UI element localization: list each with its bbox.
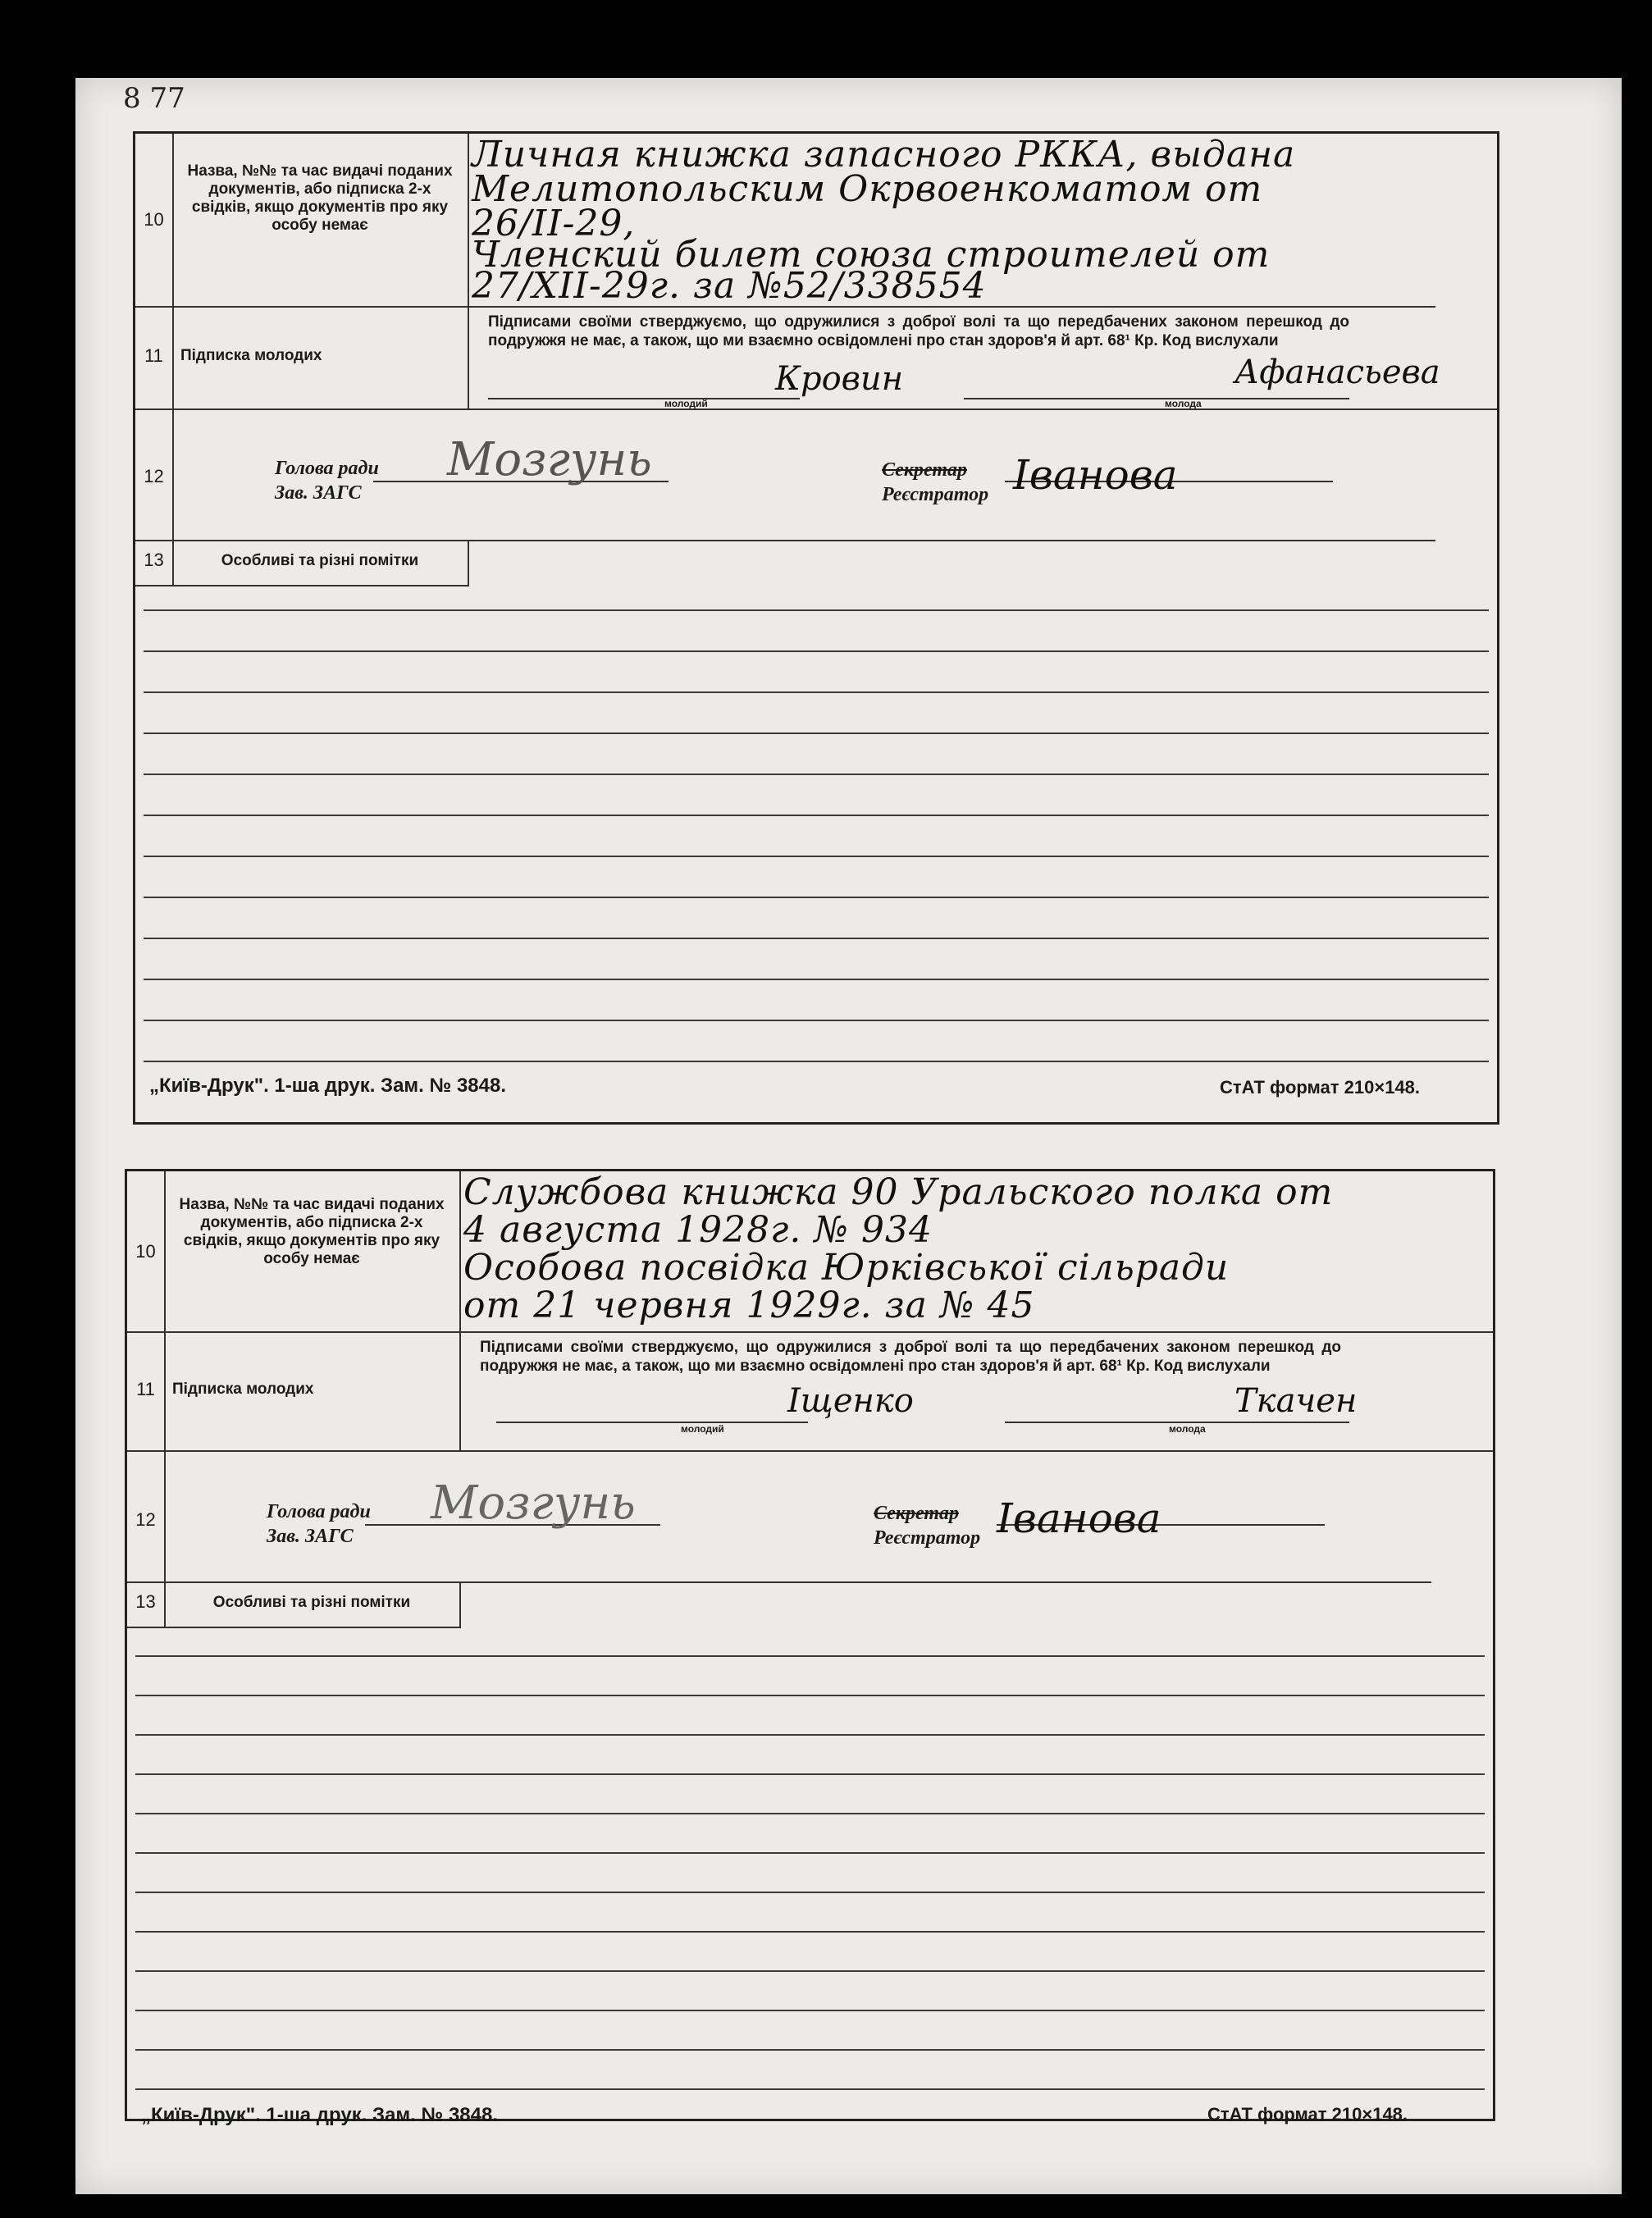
handwritten-line: Службова книжка 90 Уральского полка от [463, 1171, 1334, 1213]
printer-footer: „Київ-Друк". 1-ша друк. Зам. № 3848. [149, 1075, 506, 1097]
handwritten-line: от 21 червня 1929г. за № 45 [463, 1285, 1035, 1326]
row-number: 11 [144, 345, 163, 366]
form-2 [125, 1169, 1495, 2121]
column-divider [459, 1171, 461, 1331]
note-line [135, 2088, 1485, 2090]
head-label: Голова ради [275, 458, 379, 479]
note-line [135, 1695, 1485, 1696]
document-page [75, 78, 1622, 2194]
column-divider [172, 408, 174, 540]
column-divider [172, 134, 174, 306]
registrar-label: Реєстратор [882, 484, 989, 505]
column-divider [172, 306, 174, 408]
groom-caption: молодий [664, 398, 708, 409]
handwritten-line: Особова посвідка Юрківської сільради [463, 1247, 1230, 1289]
row-13-header [135, 540, 469, 586]
note-line [135, 2010, 1485, 2011]
note-line [135, 2049, 1485, 2051]
note-line [135, 1970, 1485, 1972]
note-line [144, 732, 1489, 734]
notes-label: Особливі та різні помітки [221, 552, 419, 569]
head-signature: Мозгунь [431, 1476, 636, 1530]
note-line [135, 1892, 1485, 1893]
column-divider [164, 1331, 166, 1450]
row-12 [135, 408, 1435, 541]
format-footer: СтАТ формат 210×148. [1207, 2104, 1408, 2124]
note-line [144, 650, 1489, 652]
signature-label: Підписка молодих [180, 347, 322, 364]
note-line [135, 1773, 1485, 1775]
row-number: 13 [144, 550, 164, 570]
signature-label: Підписка молодих [172, 1381, 314, 1398]
groom-caption: молодий [681, 1423, 724, 1435]
groom-signature: Іщенко [787, 1382, 914, 1420]
row-10 [127, 1171, 1493, 1333]
note-line [144, 609, 1489, 611]
signature-line [496, 1422, 808, 1423]
column-divider [468, 134, 469, 306]
row-number: 10 [135, 1241, 156, 1262]
handwritten-line: Личная книжка запасного РККА, выдана [472, 134, 1296, 176]
note-line [144, 1061, 1489, 1062]
form-1 [133, 131, 1499, 1125]
column-divider [164, 1581, 166, 1627]
column-divider [468, 306, 469, 408]
zags-label: Зав. ЗАГС [267, 1526, 354, 1547]
corner-mark: 8 77 [123, 82, 185, 115]
note-line [144, 856, 1489, 857]
bride-signature: Афанасьева [1234, 354, 1440, 391]
row-number: 11 [136, 1379, 155, 1399]
declaration-text: Підписами своїми стверджуємо, що одружилися з доброї волі та що передбачених законом перешкод до подружжя не має, а також, що ми взаємно освідомлені про стан здоров'я й арт. 68¹ Кр. Код вислухали [480, 1339, 1341, 1375]
zags-label: Зав. ЗАГС [275, 482, 362, 504]
row-number: 12 [144, 466, 164, 486]
secretary-label: Секретар [874, 1503, 959, 1524]
row-11 [127, 1331, 1493, 1452]
note-line [135, 1931, 1485, 1933]
bride-signature: Ткачен [1234, 1382, 1358, 1420]
column-divider [459, 1331, 461, 1450]
documents-label: Назва, №№ та час видачі поданих документів, або підписка 2-х свідків, якщо документів про яку особу немає [179, 1196, 445, 1267]
note-line [135, 1734, 1485, 1736]
head-signature: Мозгунь [447, 433, 652, 486]
signature-line [488, 398, 800, 399]
format-footer: СтАТ формат 210×148. [1220, 1077, 1421, 1098]
declaration-text: Підписами своїми стверджуємо, що одружилися з доброї волі та що передбачених законом перешкод до подружжя не має, а також, що ми взаємно освідомлені про стан здоров'я й арт. 68¹ Кр. Код вислухали [488, 313, 1349, 349]
handwritten-line: Мелитопольским Окрвоенкоматом от [472, 168, 1263, 210]
registrar-signature: Іванова [1013, 451, 1178, 499]
printer-footer: „Київ-Друк". 1-ша друк. Зам. № 3848. [141, 2104, 498, 2126]
column-divider [164, 1171, 166, 1331]
note-line [144, 897, 1489, 898]
bride-caption: молода [1165, 398, 1202, 409]
note-line [135, 1852, 1485, 1854]
row-12 [127, 1450, 1431, 1583]
documents-label: Назва, №№ та час видачі поданих документів, або підписка 2-х свідків, якщо документів про яку особу немає [187, 162, 453, 234]
row-number: 13 [135, 1591, 156, 1612]
signature-line [964, 398, 1349, 399]
note-line [135, 1813, 1485, 1814]
note-line [144, 691, 1489, 693]
row-10 [135, 134, 1435, 308]
registrar-signature: Іванова [997, 1495, 1161, 1542]
note-line [144, 815, 1489, 816]
note-line [144, 979, 1489, 980]
handwritten-line: Членский билет союза строителей от [472, 234, 1271, 276]
handwritten-line: 26/II-29, [472, 203, 636, 244]
row-11 [135, 306, 1497, 410]
groom-signature: Кровин [775, 360, 904, 398]
note-line [144, 1020, 1489, 1021]
row-number: 12 [135, 1509, 156, 1530]
registrar-label: Реєстратор [874, 1527, 981, 1549]
handwritten-line: 27/XII-29г. за №52/338554 [472, 265, 987, 307]
handwritten-line: 4 августа 1928г. № 934 [463, 1209, 933, 1251]
row-number: 10 [144, 209, 164, 230]
notes-label: Особливі та різні помітки [212, 1594, 411, 1611]
column-divider [164, 1450, 166, 1581]
note-line [135, 1655, 1485, 1657]
note-line [144, 938, 1489, 939]
head-label: Голова ради [267, 1501, 371, 1522]
row-13-header [127, 1581, 461, 1628]
column-divider [172, 540, 174, 585]
note-line [144, 774, 1489, 775]
secretary-label: Секретар [882, 459, 967, 481]
bride-caption: молода [1169, 1423, 1206, 1435]
